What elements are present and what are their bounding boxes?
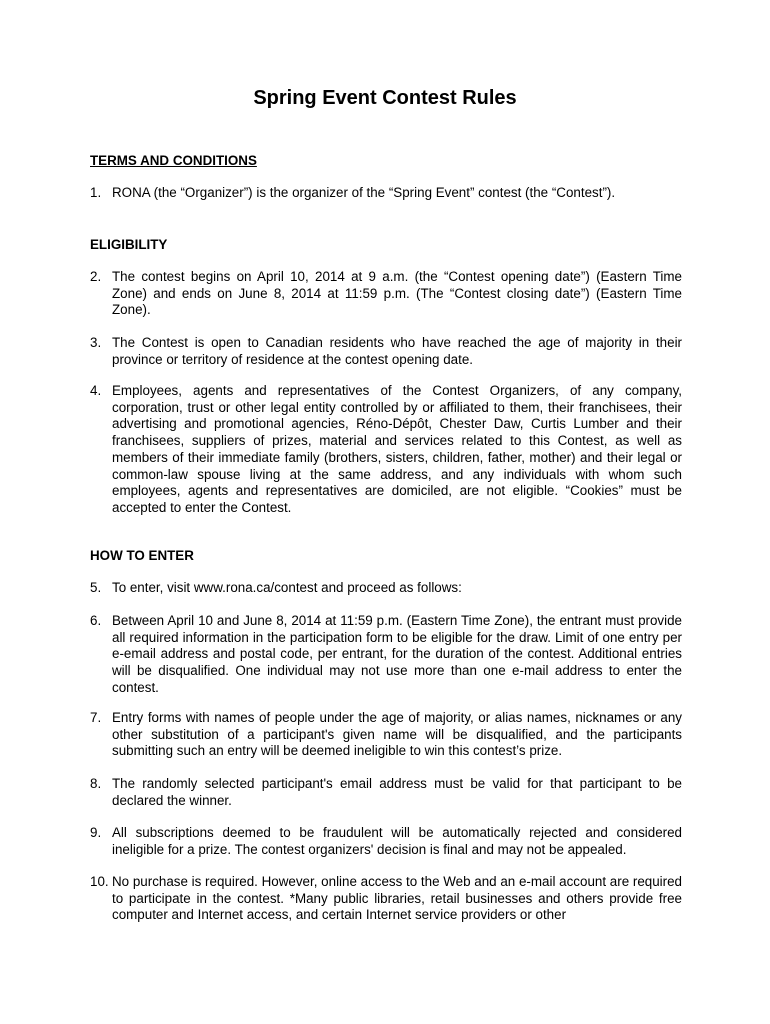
list-item: [90, 335, 682, 368]
item-text: Between April 10 and June 8, 2014 at 11:59 p.m. (Eastern Time Zone), the entrant must provide all required information in the participation form to be eligible for the draw. Limit of one entry per e-email address and postal code, per entrant, for the duration of the contest. Additional entries will be disqualified. One individual may not use more than one e-mail address to enter the contest.: [112, 613, 682, 695]
item-text: Entry forms with names of people under the age of majority, or alias names, nicknames or any other substitution of a participant's given name will be disqualified, and the participants submitting such an entry will be deemed ineligible to win this contest’s prize.: [112, 710, 682, 759]
list-item: [90, 710, 682, 760]
list-item: [90, 185, 682, 202]
item-number: 6.: [90, 613, 102, 628]
item-number: 8.: [90, 776, 102, 791]
item-number: 3.: [90, 335, 102, 350]
item-number: 9.: [90, 825, 102, 840]
item-number: 4.: [90, 383, 102, 398]
item-text: No purchase is required. However, online access to the Web and an e-mail account are required to participate in the contest. *Many public libraries, retail businesses and others provide free computer and Internet access, and certain Internet service providers or other: [112, 874, 682, 923]
eligibility-heading: ELIGIBILITY: [90, 237, 168, 252]
terms-heading: TERMS AND CONDITIONS: [90, 153, 257, 168]
document-title: Spring Event Contest Rules: [253, 87, 517, 109]
list-item: [90, 776, 682, 809]
list-item: [90, 825, 682, 858]
list-item: [90, 874, 682, 924]
list-item: [90, 613, 682, 697]
item-number: 7.: [90, 710, 102, 725]
list-item: [90, 580, 682, 597]
item-number: 5.: [90, 580, 102, 595]
item-text: The contest begins on April 10, 2014 at 9 a.m. (the “Contest opening date”) (Eastern Time Zone) and ends on June 8, 2014 at 11:59 p.m. (The “Contest closing date”) (Eastern Time Zone).: [112, 269, 682, 318]
item-number: 10.: [90, 874, 109, 889]
item-text: To enter, visit www.rona.ca/contest and proceed as follows:: [112, 580, 462, 595]
item-text: The randomly selected participant's email address must be valid for that participant to be declared the winner.: [112, 776, 682, 808]
item-text: Employees, agents and representatives of the Contest Organizers, of any company, corporation, trust or other legal entity controlled by or affiliated to them, their franchisees, their advertising and promotional agencies, Réno-Dépôt, Chester Daw, Curtis Lumber and their franchisees, suppliers of prizes, material and services related to this Contest, as well as members of their immediate family (brothers, sisters, children, father, mother) and their legal or common-law spouse living at the same address, and any individuals with whom such employees, agents and representatives are domiciled, are not eligible. “Cookies” must be accepted to enter the Contest.: [112, 383, 682, 515]
item-text: The Contest is open to Canadian residents who have reached the age of majority in their province or territory of residence at the contest opening date.: [112, 335, 682, 367]
how-to-enter-heading: HOW TO ENTER: [90, 548, 194, 563]
list-item: [90, 383, 682, 517]
item-text: All subscriptions deemed to be fraudulent will be automatically rejected and considered ineligible for a prize. The contest organizers' decision is final and may not be appealed.: [112, 825, 682, 857]
item-text: RONA (the “Organizer”) is the organizer of the “Spring Event” contest (the “Contest”).: [112, 185, 616, 200]
list-item: [90, 269, 682, 319]
item-number: 2.: [90, 269, 102, 284]
item-number: 1.: [90, 185, 102, 200]
